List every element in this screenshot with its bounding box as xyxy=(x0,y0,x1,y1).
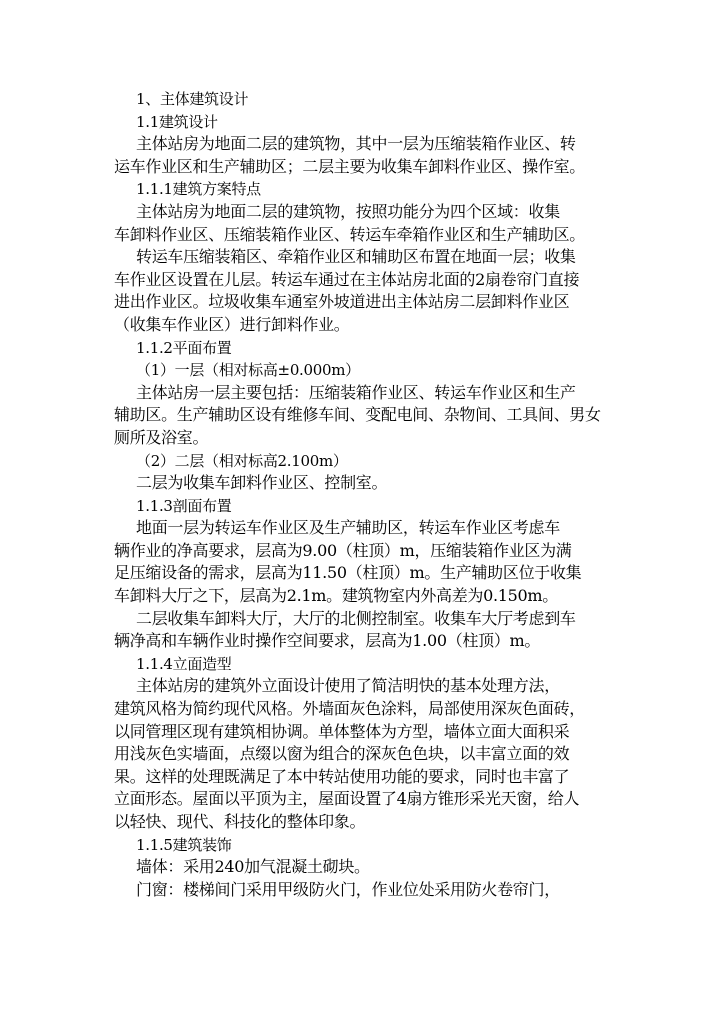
paragraph-line: 二层收集车卸料大厅，大厅的北侧控制室。收集车大厅考虑到车 xyxy=(136,608,576,628)
paragraph-line: 主体站房为地面二层的建筑物，按照功能分为四个区域：收集 xyxy=(136,201,560,221)
paragraph-line: 进出作业区。垃圾收集车通室外坡道进出主体站房二层卸料作业区 xyxy=(114,292,570,312)
section-heading: 1.1建筑设计 xyxy=(136,112,218,131)
paragraph-line: 运车作业区和生产辅助区；二层主要为收集车卸料作业区、操作室。 xyxy=(114,156,586,176)
section-heading: 1、主体建筑设计 xyxy=(136,90,249,108)
section-heading: （1）一层（相对标高±0.000m） xyxy=(136,361,360,380)
section-heading: 1.1.2平面布置 xyxy=(136,338,232,357)
paragraph-line: 辅助区。生产辅助区设有维修车间、变配电间、杂物间、工具间、男女 xyxy=(114,405,601,425)
paragraph-line: 二层为收集车卸料作业区、控制室。 xyxy=(136,473,388,493)
paragraph-line: 门窗：楼梯间门采用甲级防火门，作业位处采用防火卷帘门， xyxy=(136,879,560,899)
paragraph-line: 辆作业的净高要求，层高为9.00（柱顶）m，压缩装箱作业区为满 xyxy=(114,540,572,560)
paragraph-line: 车作业区设置在儿层。转运车通过在主体站房北面的2扇卷帘门直接 xyxy=(114,269,580,289)
section-heading: 1.1.1建筑方案特点 xyxy=(136,180,261,199)
section-heading: 1.1.4立面造型 xyxy=(136,654,232,673)
paragraph-line: 足压缩设备的需求，层高为11.50（柱顶）m。生产辅助区位于收集 xyxy=(114,563,582,583)
paragraph-line: 主体站房一层主要包括：压缩装箱作业区、转运车作业区和生产 xyxy=(136,382,576,402)
paragraph-line: 转运车压缩装箱区、牵箱作业区和辅助区布置在地面一层；收集 xyxy=(136,247,576,267)
document-body xyxy=(114,88,614,901)
paragraph-line: 果。这样的处理既满足了本中转站使用功能的要求，同时也丰富了 xyxy=(114,766,570,786)
paragraph-line: 以轻快、现代、科技化的整体印象。 xyxy=(114,812,366,831)
paragraph-line: 车卸料大厅之下，层高为2.1m。建筑物室内外高差为0.150m。 xyxy=(114,586,558,606)
paragraph-line: 墙体：采用240加气混凝土砌块。 xyxy=(136,857,370,877)
paragraph-line: 建筑风格为简约现代风格。外墙面灰色涂料，局部使用深灰色面砖， xyxy=(114,699,586,719)
paragraph-line: 以同管理区现有建筑相协调。单体整体为方型，墙体立面大面积采 xyxy=(114,721,570,741)
paragraph-line: 地面一层为转运车作业区及生产辅助区，转运车作业区考虑车 xyxy=(136,518,560,538)
section-heading: 1.1.3剖面布置 xyxy=(136,496,232,515)
paragraph-line: 用浅灰色实墙面，点缀以窗为组合的深灰色色块，以丰富立面的效 xyxy=(114,744,570,764)
paragraph-line: 立面形态。屋面以平顶为主，屋面设置了4扇方锥形采光天窗，给人 xyxy=(114,789,580,809)
section-heading: 1.1.5建筑装饰 xyxy=(136,835,232,854)
paragraph-line: 车卸料作业区、压缩装箱作业区、转运车牵箱作业区和生产辅助区。 xyxy=(114,224,586,244)
paragraph-line: 辆净高和车辆作业时操作空间要求，层高为1.00（柱顶）m。 xyxy=(114,631,541,651)
section-heading: （2）二层（相对标高2.100m） xyxy=(136,451,348,470)
paragraph-line: 厕所及浴室。 xyxy=(114,427,209,447)
paragraph-line: （收集车作业区）进行卸料作业。 xyxy=(114,314,350,334)
paragraph-line: 主体站房的建筑外立面设计使用了简洁明快的基本处理方法， xyxy=(136,676,560,696)
paragraph-line: 主体站房为地面二层的建筑物，其中一层为压缩装箱作业区、转 xyxy=(136,134,576,154)
